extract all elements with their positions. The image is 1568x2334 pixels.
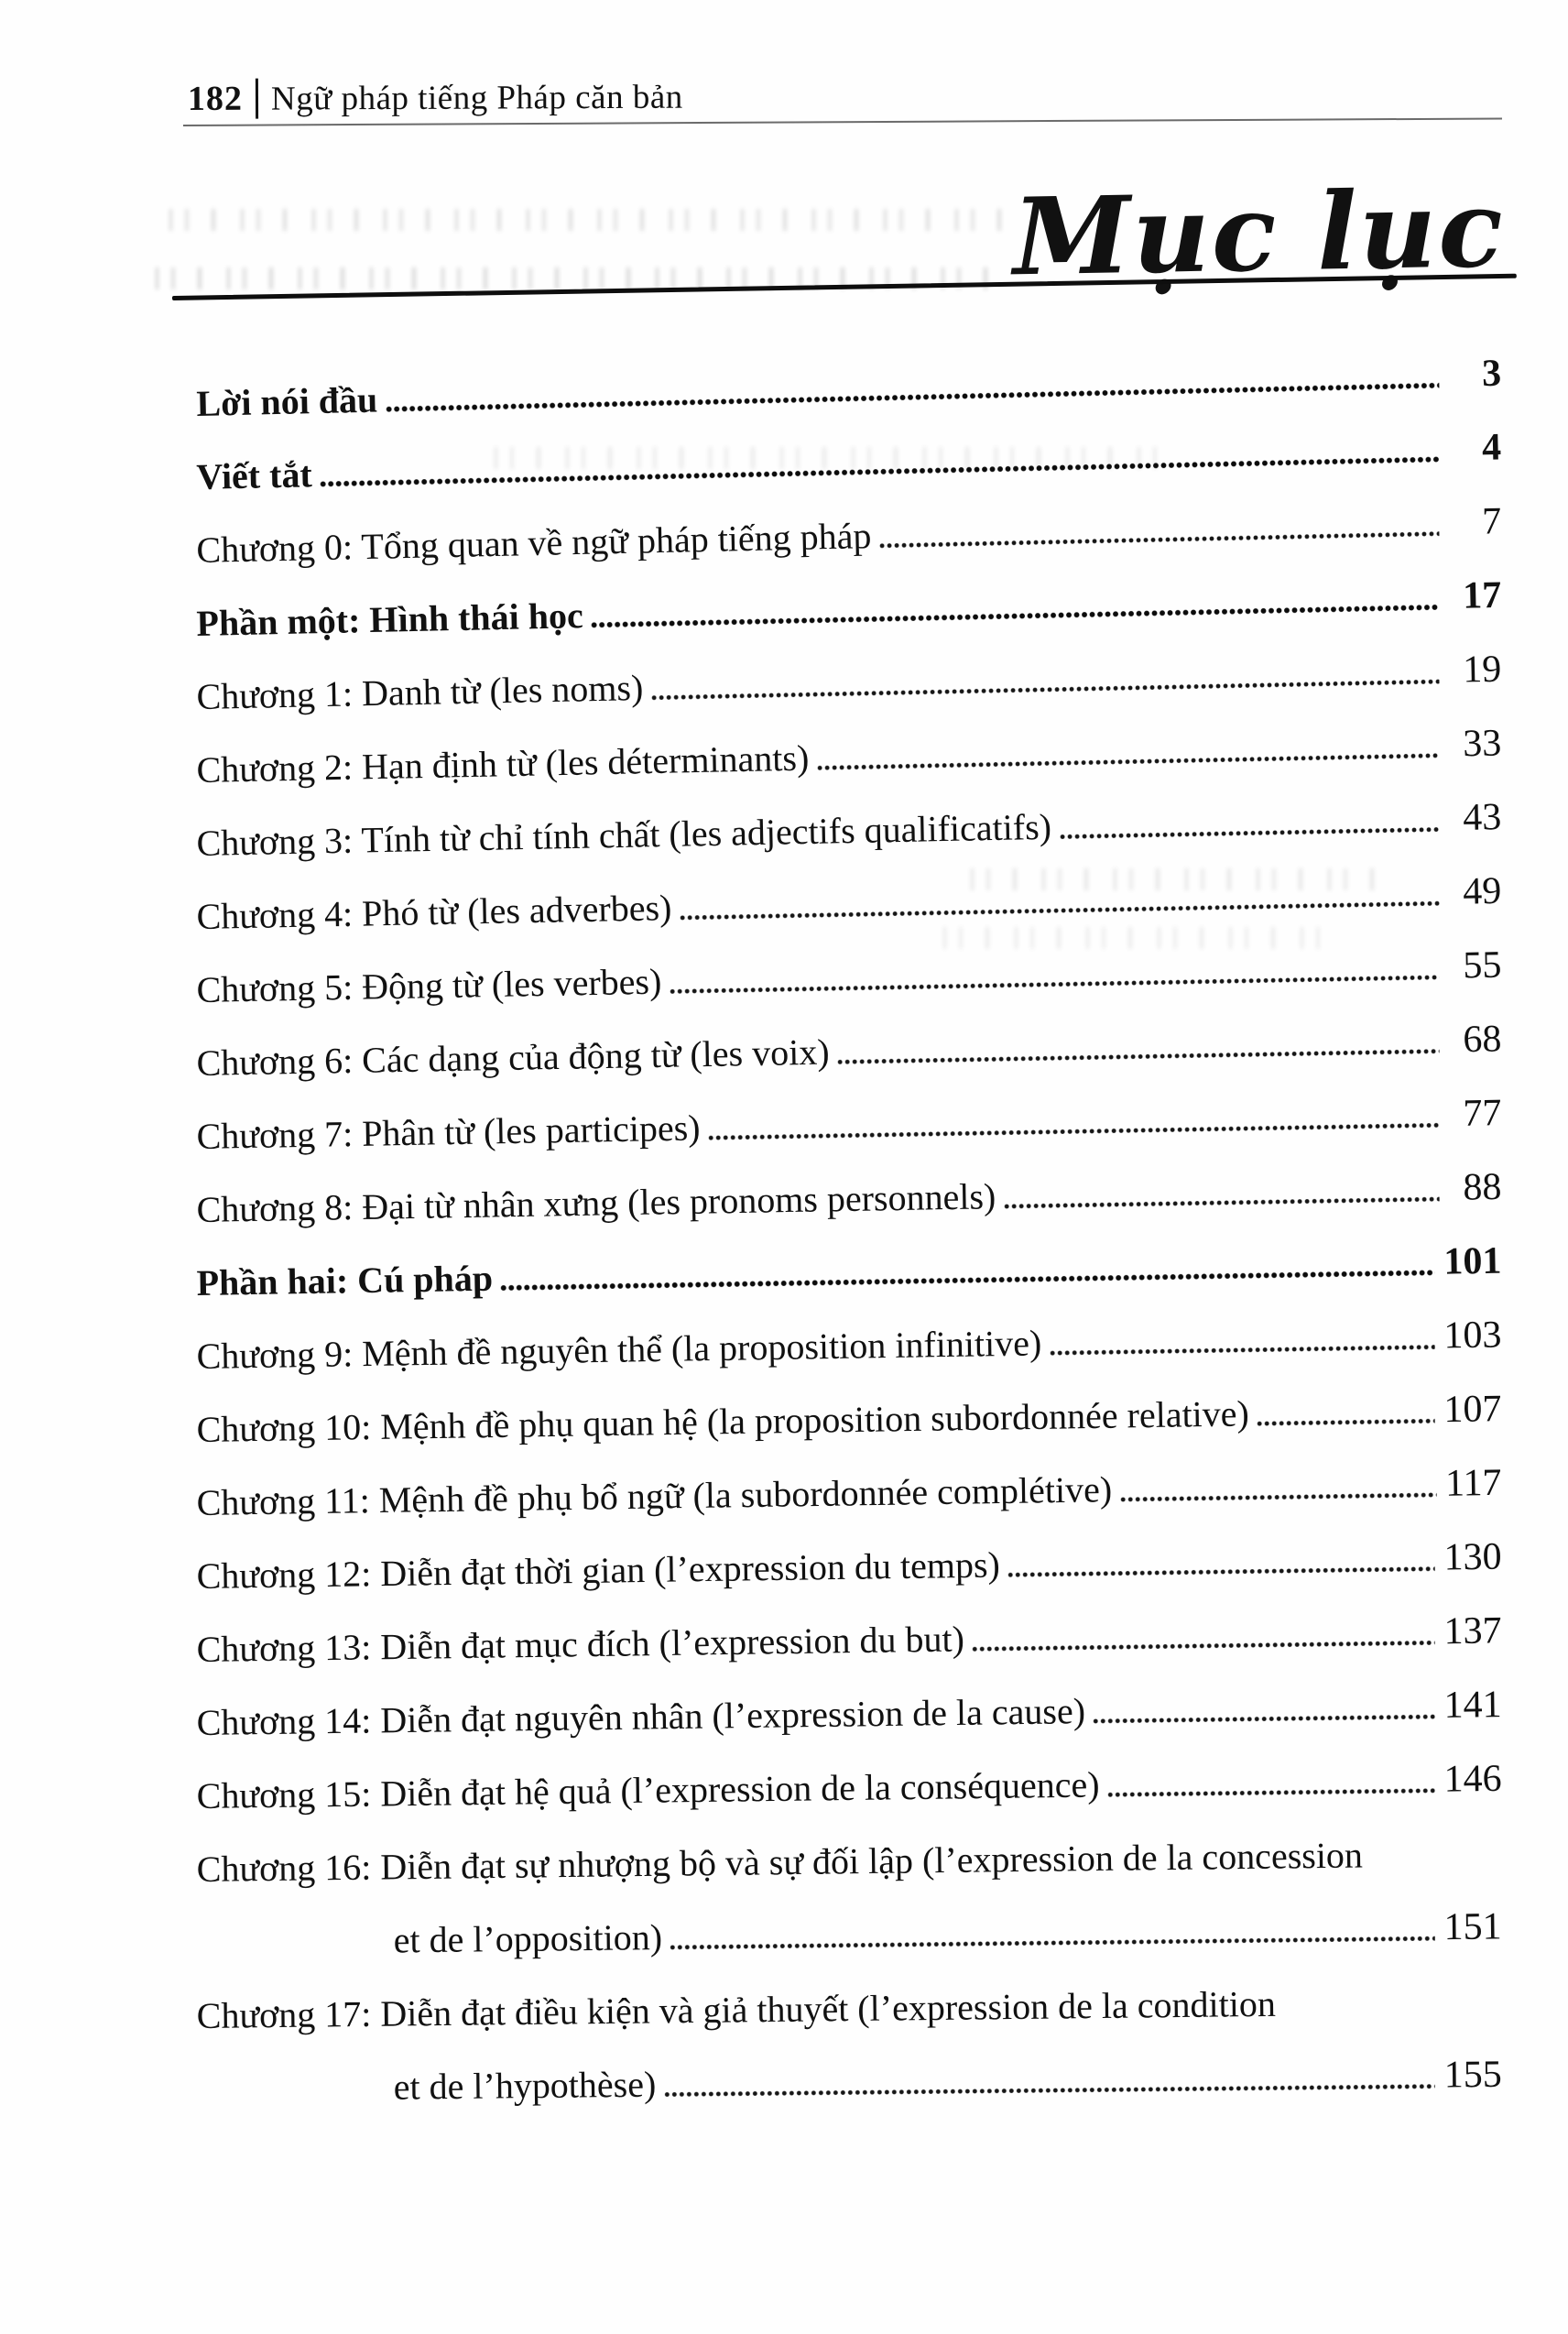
toc-page-number: 17 [1462, 573, 1502, 617]
toc-entry-label: Chương 15: Diễn đạt hệ quả (l’expression de la conséquence) [196, 1763, 1100, 1816]
dot-leader [1107, 1788, 1435, 1798]
dot-leader [1049, 1345, 1434, 1357]
dot-leader [591, 604, 1440, 628]
toc-page-number: 4 [1481, 426, 1502, 469]
dot-leader [1059, 826, 1439, 839]
toc-list [195, 352, 1502, 2121]
toc-page-number: 43 [1462, 796, 1502, 839]
toc-page-number: 103 [1443, 1314, 1502, 1358]
toc-entry-label: Chương 2: Hạn định từ (les déterminants) [196, 736, 810, 791]
toc-entry-label: Chương 6: Các dạng của động từ (les voix) [196, 1031, 830, 1084]
toc-page-number: 55 [1462, 943, 1502, 987]
header-divider [256, 79, 258, 119]
toc-entry-label: Chương 13: Diễn đạt mục đích (l’expression du but) [196, 1618, 965, 1670]
dot-leader [1119, 1492, 1436, 1502]
dot-leader [320, 456, 1440, 487]
toc-page-number: 151 [1443, 1905, 1502, 1948]
dot-leader [972, 1640, 1435, 1652]
toc-entry-label: Phần một: Hình thái học [196, 594, 584, 644]
toc-page-number: 88 [1463, 1165, 1502, 1209]
toc-entry-label: Chương 4: Phó từ (les adverbes) [196, 887, 672, 937]
toc-page-number: 33 [1462, 722, 1502, 766]
toc-page-number: 117 [1444, 1461, 1502, 1505]
page-title: Mục lục [1012, 167, 1507, 300]
dot-leader [650, 679, 1439, 701]
toc-page-number: 155 [1443, 2053, 1502, 2097]
scan-artifact [169, 209, 1021, 231]
dot-leader [1257, 1418, 1435, 1426]
toc-entry-label: Chương 1: Danh từ (les noms) [196, 666, 644, 717]
page-number: 182 [187, 79, 244, 118]
dot-leader [1003, 1196, 1439, 1209]
toc-entry-label: Chương 9: Mệnh đề nguyên thể (la proposition infinitive) [196, 1322, 1042, 1377]
dot-leader [663, 2084, 1434, 2098]
dot-leader [708, 1122, 1440, 1140]
dot-leader [500, 1270, 1434, 1292]
toc-entry-label: Chương 11: Mệnh đề phụ bổ ngữ (la subordonnée complétive) [196, 1468, 1113, 1523]
toc-entry-label: Phần hai: Cú pháp [196, 1257, 494, 1303]
toc-page-number: 49 [1462, 869, 1502, 913]
toc-page-number: 107 [1443, 1388, 1502, 1431]
toc-entry [196, 1959, 1502, 2047]
toc-page-number: 77 [1462, 1092, 1502, 1135]
toc-page-number: 19 [1462, 648, 1502, 692]
toc-entry-label: Chương 12: Diễn đạt thời gian (l’expression du temps) [196, 1543, 1001, 1597]
dot-leader [680, 900, 1440, 921]
toc-entry-label: et de l’opposition) [393, 1916, 663, 1961]
dot-leader [1007, 1566, 1435, 1578]
toc-entry-label: Chương 8: Đại từ nhân xưng (les pronoms personnels) [196, 1175, 996, 1230]
toc-page-number: 141 [1443, 1684, 1502, 1727]
toc-entry-label: Chương 3: Tính từ chỉ tính chất (les adjectifs qualificatifs) [196, 805, 1052, 864]
toc-entry-label: Chương 17: Diễn đạt điều kiện và giả thuyết (l’expression de la condition [196, 1982, 1277, 2036]
dot-leader [669, 975, 1439, 995]
dot-leader [1093, 1714, 1435, 1724]
toc-page-number: 3 [1481, 352, 1502, 396]
header-rule [183, 117, 1502, 126]
dot-leader [385, 382, 1439, 412]
toc-entry-label: Lời nói đầu [195, 378, 378, 424]
toc-entry-label: Chương 7: Phân từ (les participes) [196, 1107, 701, 1157]
toc-entry-label: Chương 10: Mệnh đề phụ quan hệ (la proposition subordonnée relative) [196, 1392, 1250, 1450]
toc-entry-label: Chương 14: Diễn đạt nguyên nhân (l’expression de la cause) [196, 1690, 1086, 1743]
toc-entry-label: et de l’hypothèse) [393, 2063, 657, 2108]
dot-leader [670, 1936, 1435, 1950]
toc-entry-label: Viết tắt [196, 453, 313, 497]
running-head [188, 77, 683, 119]
toc-entry-label: Chương 0: Tổng quan về ngữ pháp tiếng pháp [196, 515, 872, 571]
toc-page-number: 146 [1443, 1757, 1502, 1801]
toc-page-number: 130 [1443, 1535, 1502, 1579]
toc-page-number: 137 [1443, 1609, 1502, 1653]
dot-leader [837, 1049, 1440, 1065]
book-title: Ngữ pháp tiếng Pháp căn bản [270, 78, 683, 118]
toc-page-number: 68 [1462, 1018, 1502, 1062]
toc-page-number: 101 [1443, 1239, 1502, 1283]
toc-entry [196, 2034, 1502, 2121]
dot-leader [879, 531, 1440, 549]
dot-leader [816, 753, 1439, 771]
toc-entry-label: Chương 5: Động từ (les verbes) [196, 960, 662, 1010]
toc-page-number: 7 [1481, 500, 1502, 543]
toc-entry-label: Chương 16: Diễn đạt sự nhượng bộ và sự đối lập (l’expression de la concession [196, 1834, 1364, 1890]
